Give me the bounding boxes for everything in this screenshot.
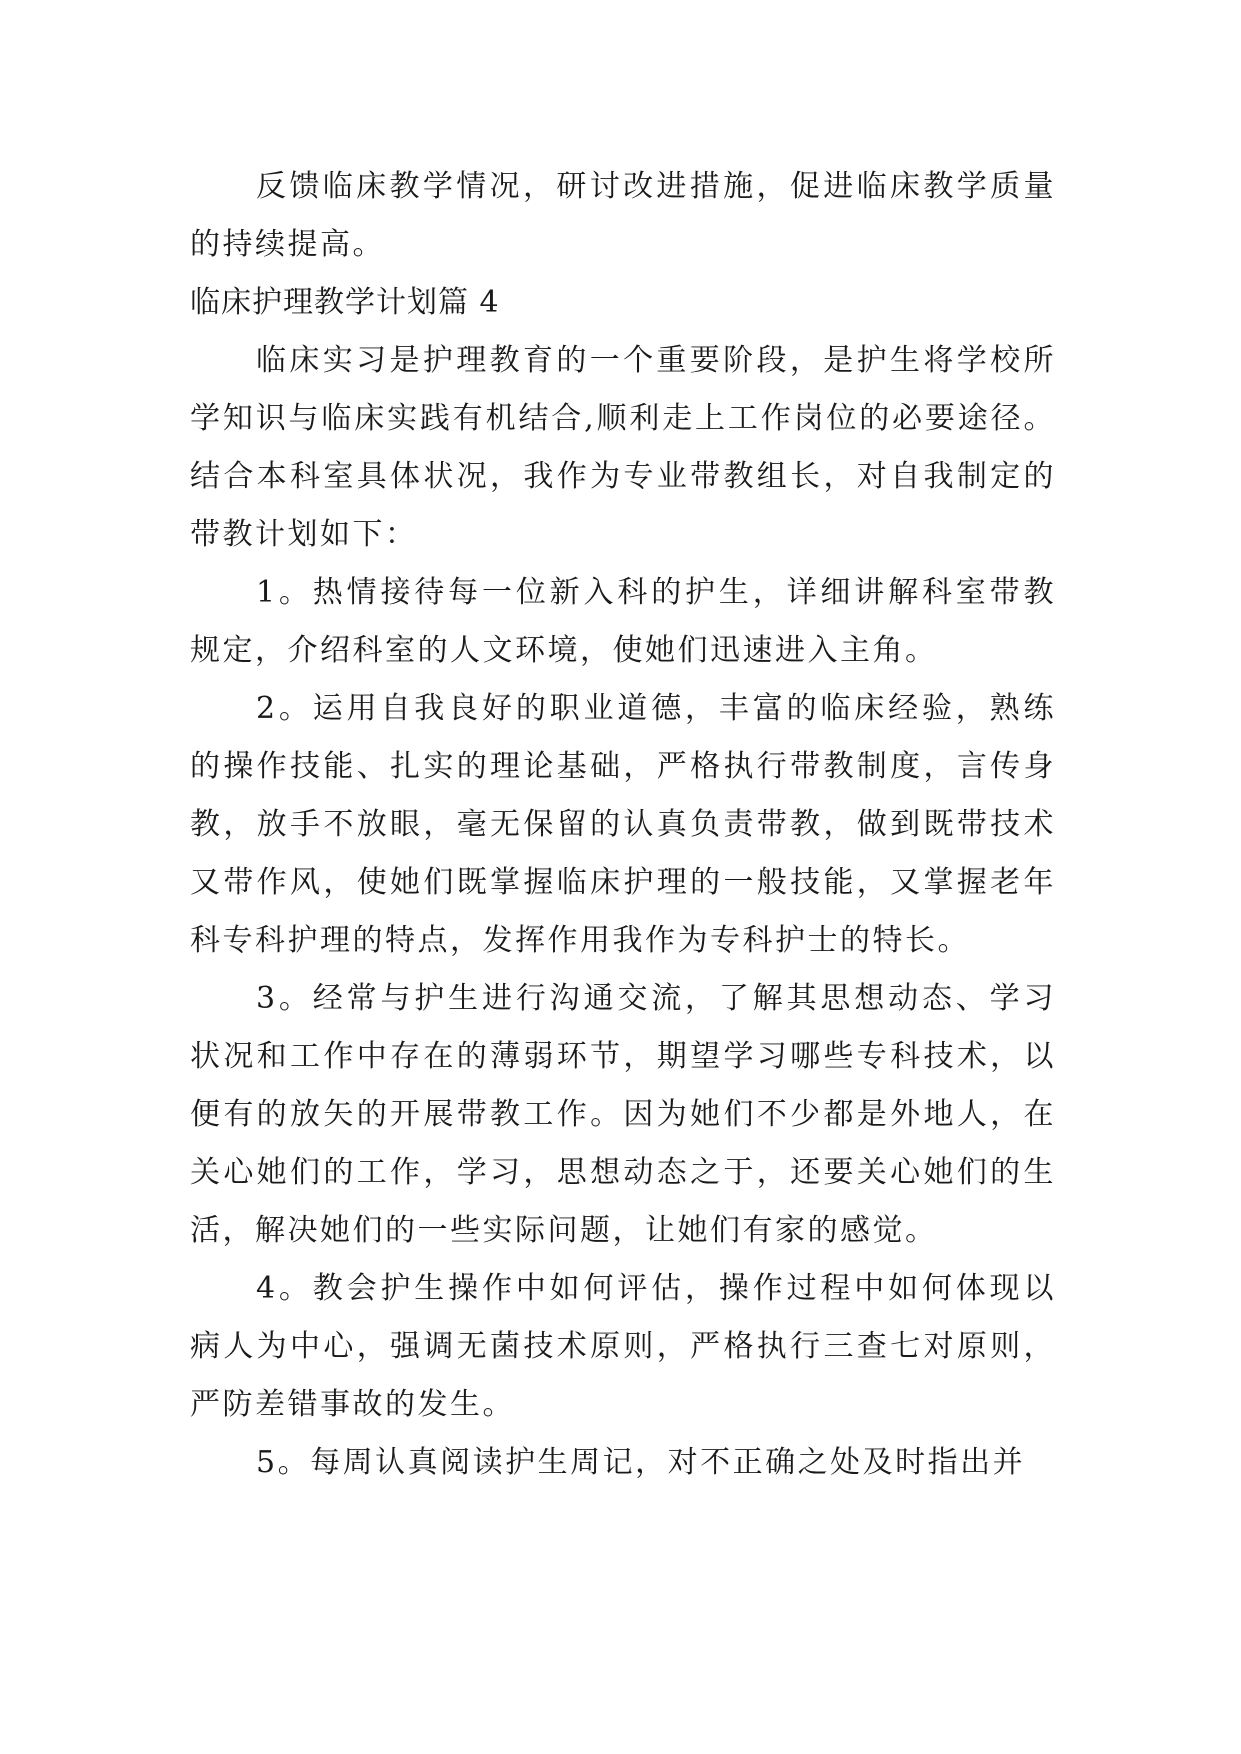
body-paragraph-intro: 临床实习是护理教育的一个重要阶段，是护生将学校所学知识与临床实践有机结合,顺利走上工作岗位的必要途径。结合本科室具体状况，我作为专业带教组长，对自我制定的带教计划如下：: [190, 343, 1056, 552]
document-page: [190, 158, 1056, 1492]
section-title: 临床护理教学计划篇 4: [190, 285, 500, 320]
body-paragraph-item-1: 1。热情接待每一位新入科的护生，详细讲解科室带教规定，介绍科室的人文环境，使她们迅速进入主角。: [190, 575, 1056, 668]
body-paragraph-item-4: 4。教会护生操作中如何评估，操作过程中如何体现以病人为中心，强调无菌技术原则，严格执行三查七对原则，严防差错事故的发生。: [190, 1271, 1056, 1422]
body-paragraph-item-5: 5。每周认真阅读护生周记，对不正确之处及时指出并: [256, 1445, 1026, 1480]
body-paragraph-item-3: 3。经常与护生进行沟通交流，了解其思想动态、学习状况和工作中存在的薄弱环节，期望学习哪些专科技术，以便有的放矢的开展带教工作。因为她们不少都是外地人，在关心她们的工作，学习，思想动态之于，还要关心她们的生活，解决她们的一些实际问题，让她们有家的感觉。: [190, 981, 1056, 1248]
intro-paragraph: 反馈临床教学情况，研讨改进措施，促进临床教学质量的持续提高。: [190, 169, 1056, 262]
body-paragraph-item-2: 2。运用自我良好的职业道德，丰富的临床经验，熟练的操作技能、扎实的理论基础，严格执行带教制度，言传身教，放手不放眼，毫无保留的认真负责带教，做到既带技术又带作风，使她们既掌握临床护理的一般技能，又掌握老年科专科护理的特点，发挥作用我作为专科护士的特长。: [190, 691, 1056, 958]
